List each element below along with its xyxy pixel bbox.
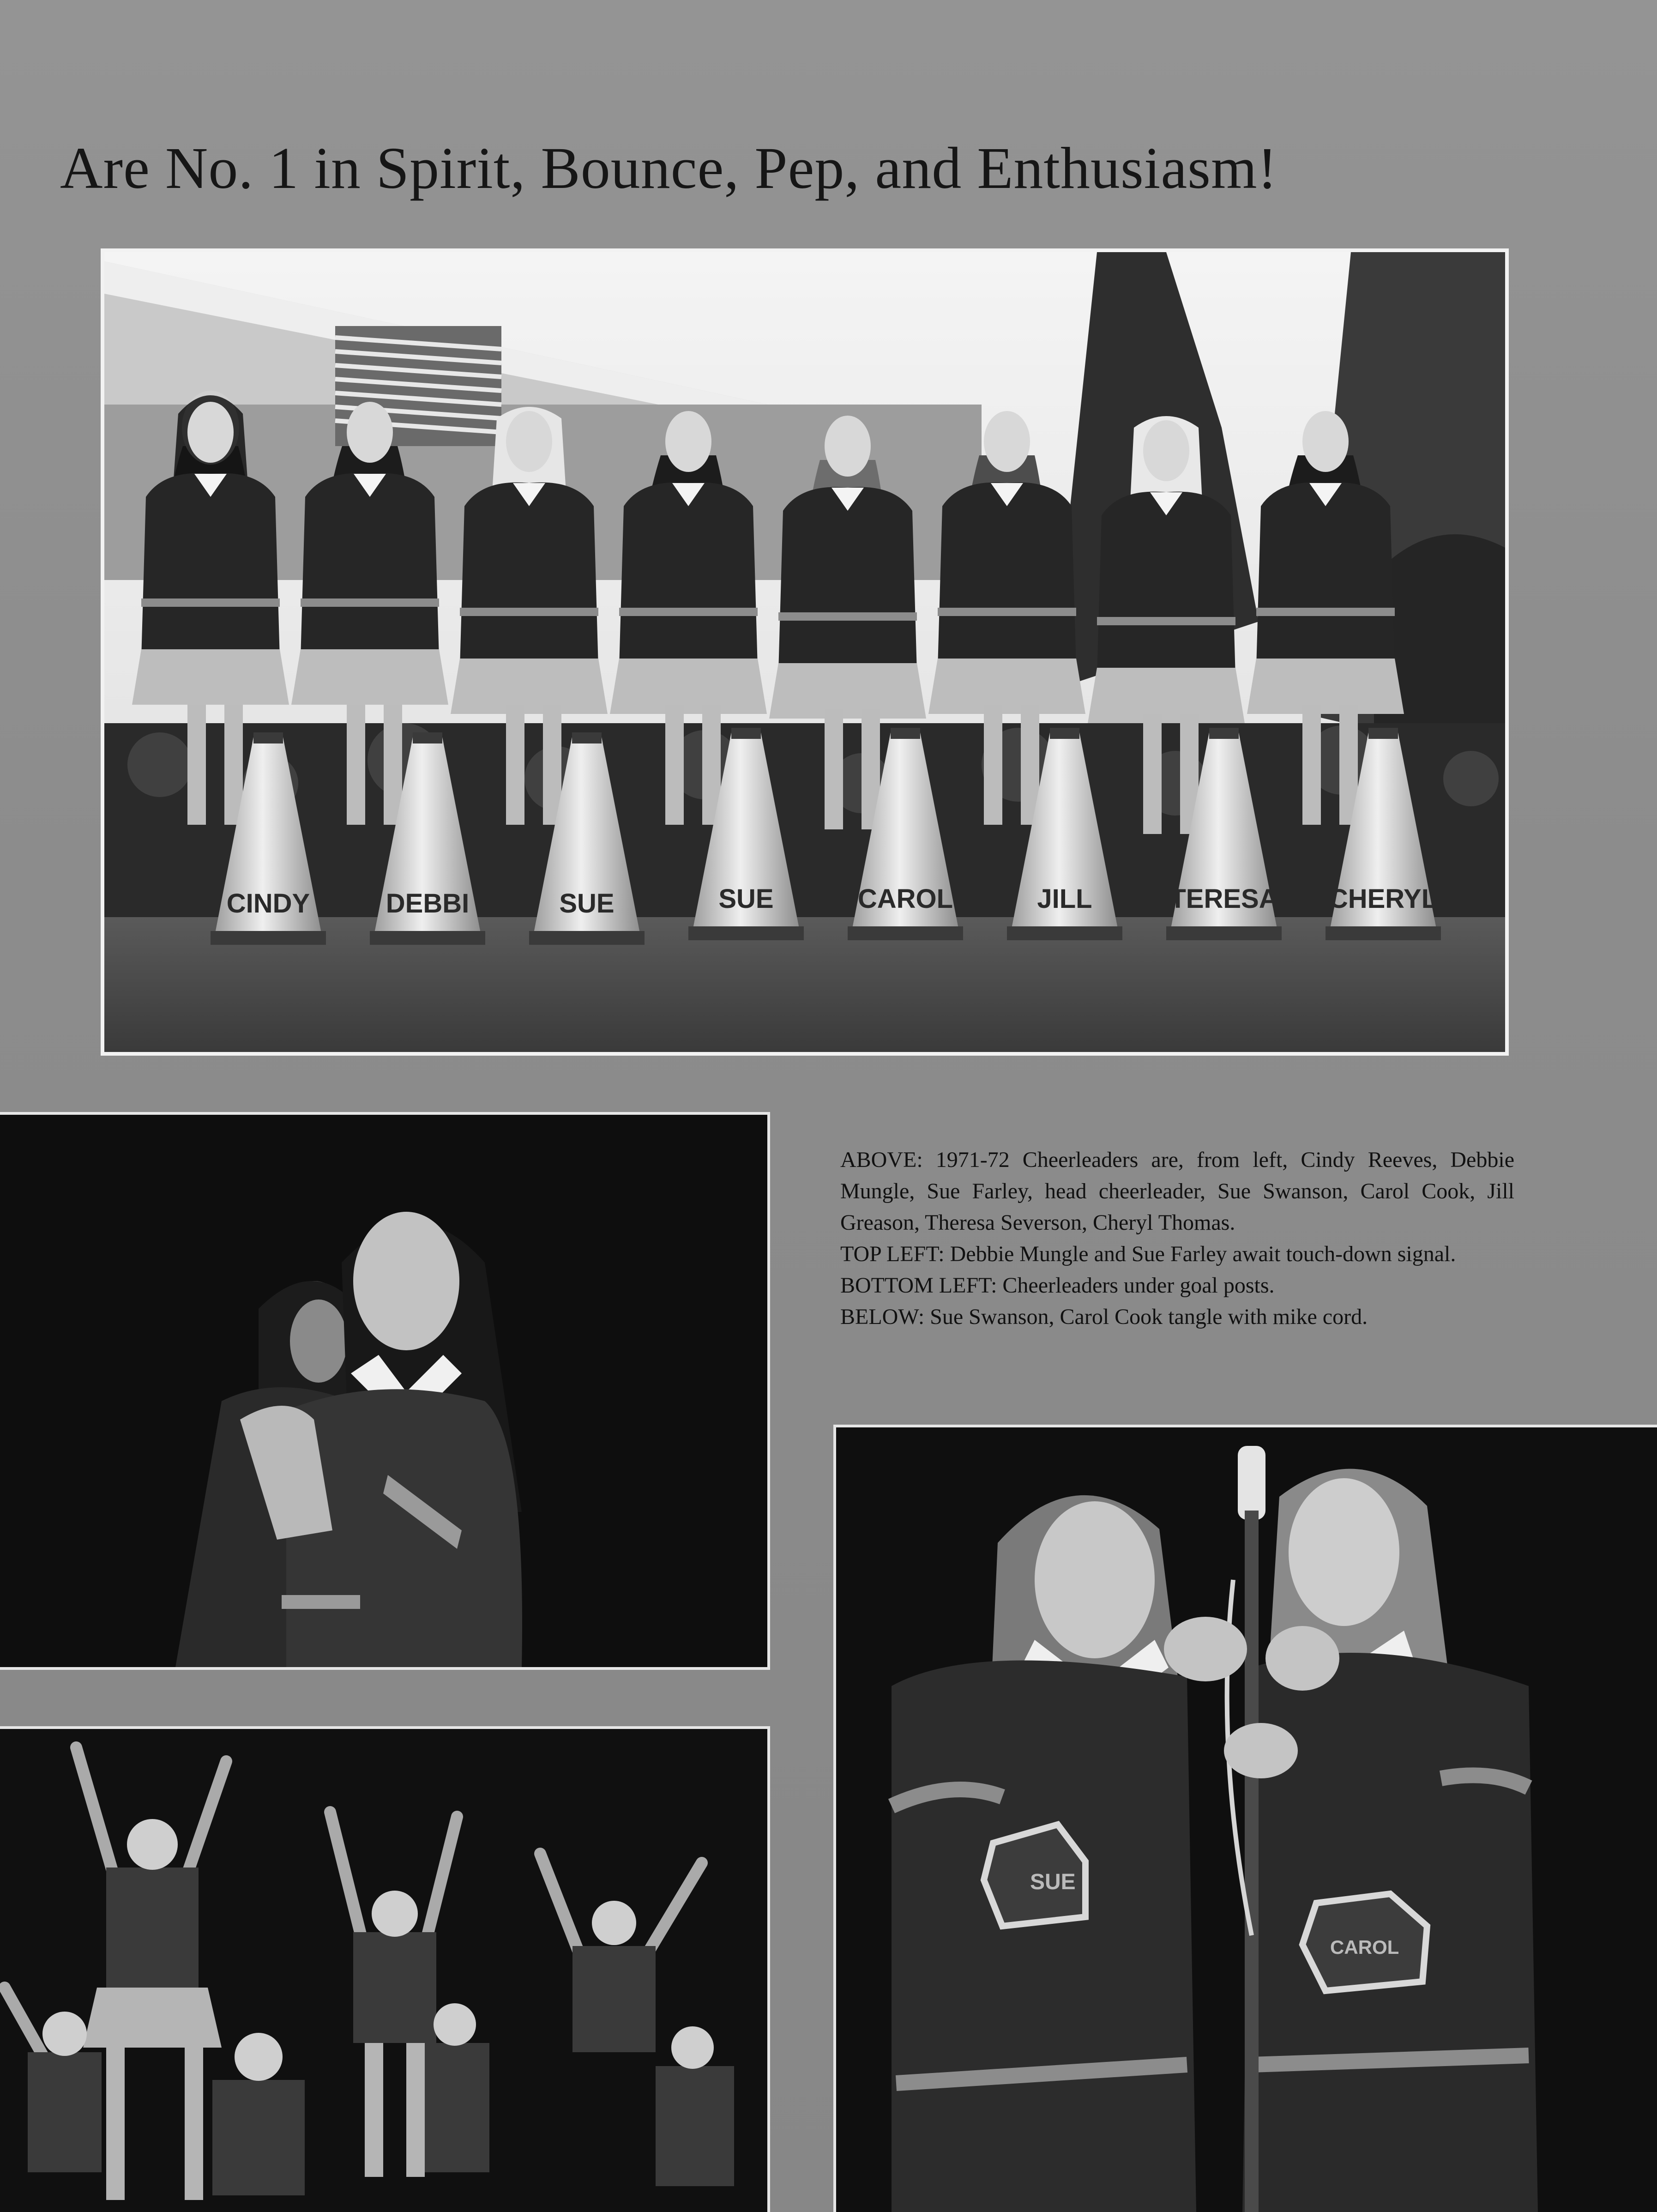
caption-bottom-left: BOTTOM LEFT: Cheerleaders under goal posts. — [840, 1273, 1275, 1298]
group-photo-image — [104, 252, 1505, 1052]
mike-cord-photo-image — [836, 1427, 1657, 2212]
group-photo — [101, 248, 1509, 1056]
megaphone-label: SUE — [559, 888, 615, 919]
megaphone-label: SUE — [718, 884, 774, 914]
megaphone-label: CINDY — [226, 888, 310, 919]
mike-cord-photo — [833, 1425, 1657, 2212]
megaphone-label: DEBBI — [386, 888, 470, 919]
photo-caption — [840, 1144, 1514, 1333]
sideline-photo-image — [0, 1115, 767, 1667]
megaphone-label: JILL — [1037, 884, 1092, 914]
goal-posts-photo — [0, 1726, 770, 2212]
sweater-letter-carol: CAROL — [1330, 1936, 1399, 1958]
page-headline: Are No. 1 in Spirit, Bounce, Pep, and Enthusiasm! — [60, 135, 1278, 201]
goal-posts-photo-image — [0, 1729, 767, 2212]
sweater-letter-sue: SUE — [1030, 1870, 1076, 1894]
caption-top-left: TOP LEFT: Debbie Mungle and Sue Farley await touch-down signal. — [840, 1242, 1456, 1266]
megaphone-label: TERESA — [1169, 884, 1278, 914]
caption-above: ABOVE: 1971-72 Cheerleaders are, from left, Cindy Reeves, Debbie Mungle, Sue Farley, head cheerleader, Sue Swanson, Carol Cook, Jill Greason, Theresa Severson, Cheryl Thomas. — [840, 1148, 1514, 1235]
sideline-photo — [0, 1112, 770, 1670]
megaphone-label: CHERYL — [1328, 884, 1438, 914]
caption-below: BELOW: Sue Swanson, Carol Cook tangle with mike cord. — [840, 1305, 1368, 1329]
megaphone-label: CAROL — [857, 884, 953, 914]
